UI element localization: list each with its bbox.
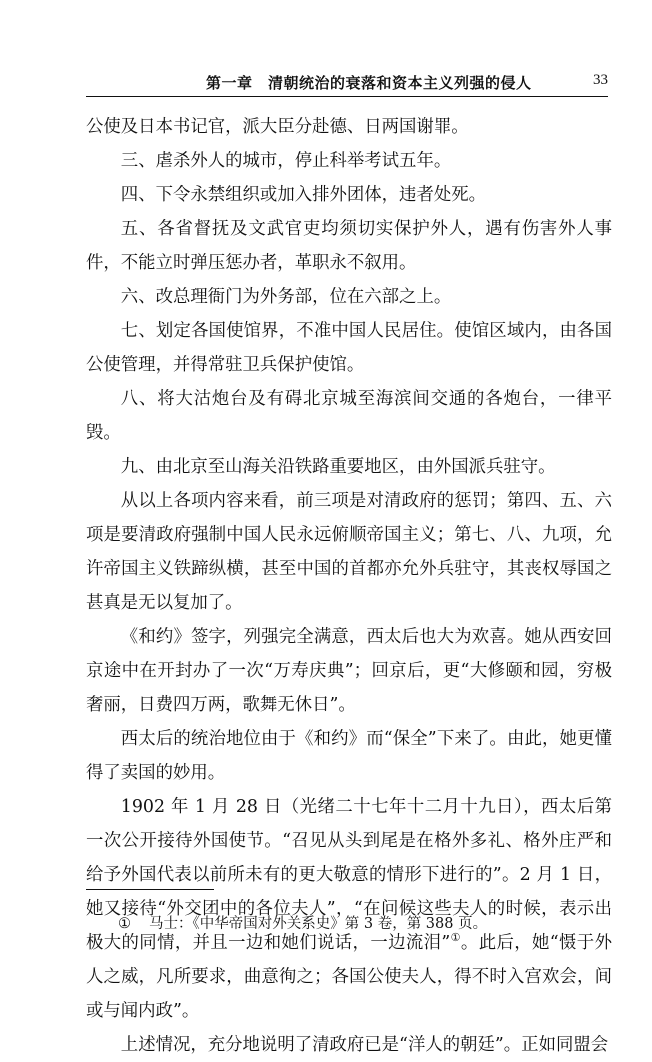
- paragraph: 九、由北京至山海关沿铁路重要地区，由外国派兵驻守。: [120, 457, 556, 477]
- paragraph: 七、划定各国使馆界，不准中国人民居住。使馆区域内，由各国公使管理，并得常驻卫兵保护使馆。: [86, 321, 612, 375]
- paragraph: 八、将大沽炮台及有碍北京城至海滨间交通的各炮台，一律平毁。: [86, 389, 612, 443]
- paragraph: 六、改总理衙门为外务部，位在六部之上。: [120, 287, 452, 307]
- paragraph-text-continued: 。此后，她“慑于外人之威，凡所要求，曲意徇之；各国公使夫人，得不时入宫欢会，间或与闻内政”。: [86, 933, 612, 1021]
- running-header: [86, 66, 608, 97]
- page-number: 33: [593, 72, 608, 88]
- paragraph: 从以上各项内容来看，前三项是对清政府的惩罚；第四、五、六项是要清政府强制中国人民永远俯顺帝国主义；第七、八、九项，允许帝国主义铁蹄纵横，甚至中国的首都亦允外兵驻守，其丧权辱国之甚真是无以复加了。: [86, 491, 612, 613]
- footnote: [118, 914, 487, 934]
- paragraph: 公使及日本书记官，派大臣分赴德、日两国谢罪。: [86, 117, 469, 137]
- paragraph: 西太后的统治地位由于《和约》而“保全”下来了。由此，她更懂得了卖国的妙用。: [86, 729, 612, 783]
- footnote-reference[interactable]: ①: [450, 931, 461, 945]
- paragraph: [86, 790, 612, 1028]
- paragraph: 五、各省督抚及文武官吏均须切实保护外人，遇有伤害外人事件，不能立时弹压惩办者，革职永不叙用。: [86, 219, 612, 273]
- footnote-mark: ①: [118, 916, 131, 932]
- paragraph: 《和约》签字，列强完全满意，西太后也大为欢喜。她从西安回京途中在开封办了一次“万寿庆典”；回京后，更“大修颐和园，穷极奢丽，日费四万两，歌舞无休日”。: [86, 627, 612, 715]
- chapter-title: 第一章 清朝统治的衰落和资本主义列强的侵人: [206, 74, 532, 92]
- paragraph: 上述情况，充分地说明了清政府已是“洋人的朝廷”。正如同盟会: [120, 1035, 609, 1055]
- paragraph: 四、下令永禁组织或加入排外团体，违者处死。: [120, 185, 487, 205]
- footnote-divider: [86, 889, 214, 890]
- paragraph-text: 1902 年 1 月 28 日（光绪二十七年十二月十九日），西太后第一次公开接待外国使节。“召见从头到尾是在格外多礼、格外庄严和给予外国代表以前所未有的更大敬意的情形下进行的”。2 月 1 日，她又接待“外交团中的各位夫人”，“在问候这些夫人的时候，表示出极大的同情，并且一边和她们说话，一边流泪”: [86, 797, 612, 953]
- paragraph: 三、虐杀外人的城市，停止科举考试五年。: [120, 151, 452, 171]
- footnote-text: 马士：《中华帝国对外关系史》第 3 卷，第 388 页。: [149, 916, 488, 932]
